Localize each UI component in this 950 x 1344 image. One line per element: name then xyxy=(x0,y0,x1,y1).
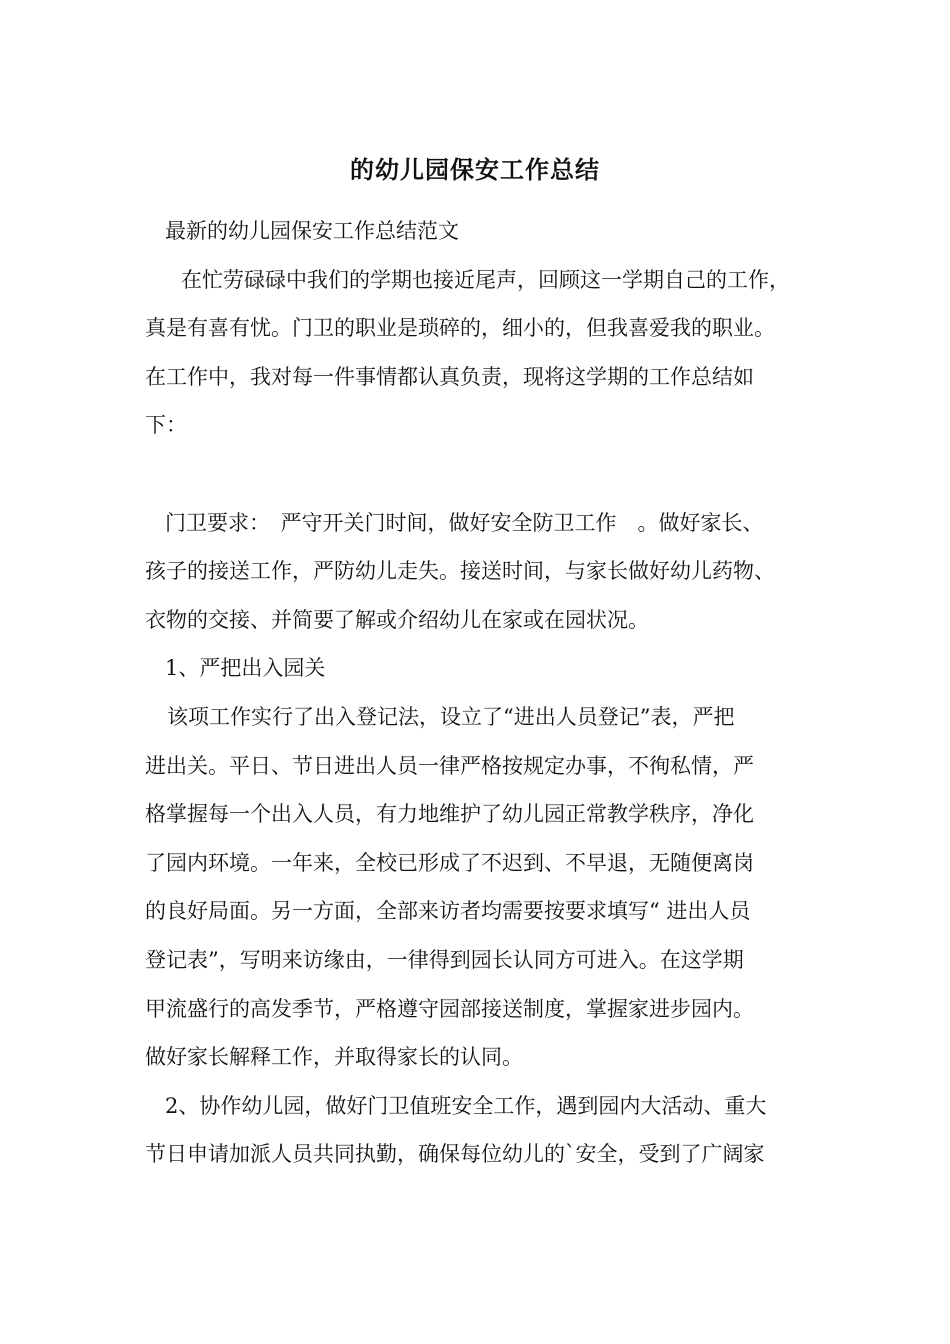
section-heading: 1、严把出入园关 xyxy=(165,656,326,681)
paragraph-line: 做好家长解释工作，并取得家长的认同。 xyxy=(145,1045,523,1070)
paragraph-line: 真是有喜有忧。门卫的职业是琐碎的，细小的，但我喜爱我的职业。 xyxy=(145,316,775,341)
document-body xyxy=(145,207,825,1179)
paragraph-line: 门卫要求： 严守开关门时间，做好安全防卫工作 。做好家长、 xyxy=(165,510,764,535)
paragraph-line: 节日申请加派人员共同执勤，确保每位幼儿的`安全，受到了广阔家 xyxy=(145,1142,765,1167)
subtitle-line: 最新的幼儿园保安工作总结范文 xyxy=(165,219,459,243)
paragraph-line: 在忙劳碌碌中我们的学期也接近尾声，回顾这一学期自己的工作， xyxy=(181,267,790,292)
paragraph-line: 在工作中，我对每一件事情都认真负责，现将这学期的工作总结如 xyxy=(145,364,754,389)
paragraph-line: 了园内环境。一年来，全校已形成了不迟到、不早退，无随便离岗 xyxy=(145,850,754,875)
document-title: 的幼儿园保安工作总结 xyxy=(350,155,600,184)
paragraph-line: 下： xyxy=(145,413,187,438)
paragraph-line: 格掌握每一个出入人员，有力地维护了幼儿园正常教学秩序，净化 xyxy=(145,802,754,827)
section-heading: 2、协作幼儿园，做好门卫值班安全工作，遇到园内大活动、重大 xyxy=(165,1093,767,1118)
blank-line xyxy=(145,450,825,499)
paragraph-line: 登记表”，写明来访缘由，一律得到园长认同方可进入。在这学期 xyxy=(145,947,744,972)
paragraph-line: 孩子的接送工作，严防幼儿走失。接送时间，与家长做好幼儿药物、 xyxy=(145,559,775,584)
paragraph-line: 的良好局面。另一方面，全部来访者均需要按要求填写“ 进出人员 xyxy=(145,899,751,924)
paragraph-line: 甲流盛行的高发季节，严格遵守园部接送制度，掌握家进步园内。 xyxy=(145,996,754,1021)
paragraph-line: 该项工作实行了出入登记法，设立了“进出人员登记”表，严把 xyxy=(167,704,735,729)
paragraph-line: 进出关。平日、节日进出人员一律严格按规定办事，不徇私情，严 xyxy=(145,753,754,778)
paragraph-line: 衣物的交接、并简要了解或介绍幼儿在家或在园状况。 xyxy=(145,607,649,632)
